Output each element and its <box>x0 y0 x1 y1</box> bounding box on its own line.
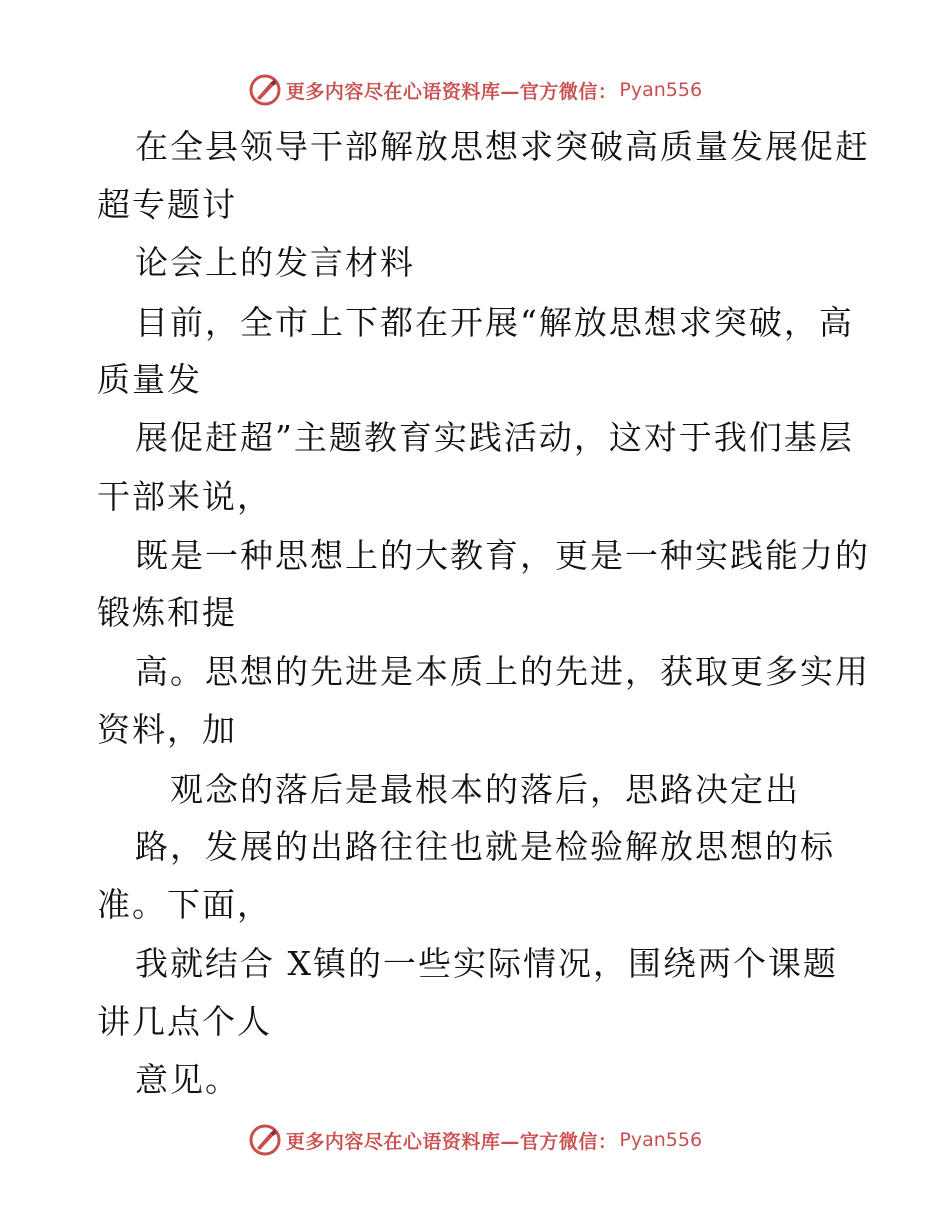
paragraph-line: 干部来说， <box>97 477 272 516</box>
paragraph-line: 锻炼和提 <box>97 593 237 632</box>
footer-watermark <box>0 1120 950 1160</box>
paragraph-line: 展促赶超”主题教育实践活动，这对于我们基层 <box>135 418 854 457</box>
document-title-line-1: 在全县领导干部解放思想求突破高质量发展促赶 <box>135 127 870 166</box>
paragraph-line: 目前，全市上下都在开展“解放思想求突破，高 <box>135 303 854 342</box>
watermark-text: 更多内容尽在心语资料库—官方微信： <box>285 1130 618 1153</box>
document-title-line-3: 论会上的发言材料 <box>135 243 415 282</box>
watermark-text: 更多内容尽在心语资料库—官方微信： <box>285 80 618 103</box>
paragraph-line: 观念的落后是最根本的落后，思路决定出 <box>170 770 800 809</box>
paragraph-line: 高。思想的先进是本质上的先进，获取更多实用 <box>135 652 870 691</box>
paragraph-line: 准。下面， <box>97 885 272 924</box>
paragraph-line: 路，发展的出路往往也就是检验解放思想的标 <box>135 827 835 866</box>
paragraph-line: 既是一种思想上的大教育，更是一种实践能力的 <box>135 536 870 575</box>
quill-pen-logo-icon <box>248 73 282 107</box>
document-title-line-2: 超专题讨 <box>97 185 237 224</box>
paragraph-line: 质量发 <box>97 360 202 399</box>
header-watermark <box>0 70 950 110</box>
paragraph-line: 资料，加 <box>97 710 237 749</box>
paragraph-line: 我就结合 X镇的一些实际情况，围绕两个课题 <box>135 944 838 983</box>
quill-pen-logo-icon <box>248 1123 282 1157</box>
watermark-handle: Pyan556 <box>619 1129 703 1151</box>
paragraph-line: 讲几点个人 <box>97 1002 272 1041</box>
watermark-handle: Pyan556 <box>619 79 703 101</box>
paragraph-line: 意见。 <box>135 1060 240 1099</box>
